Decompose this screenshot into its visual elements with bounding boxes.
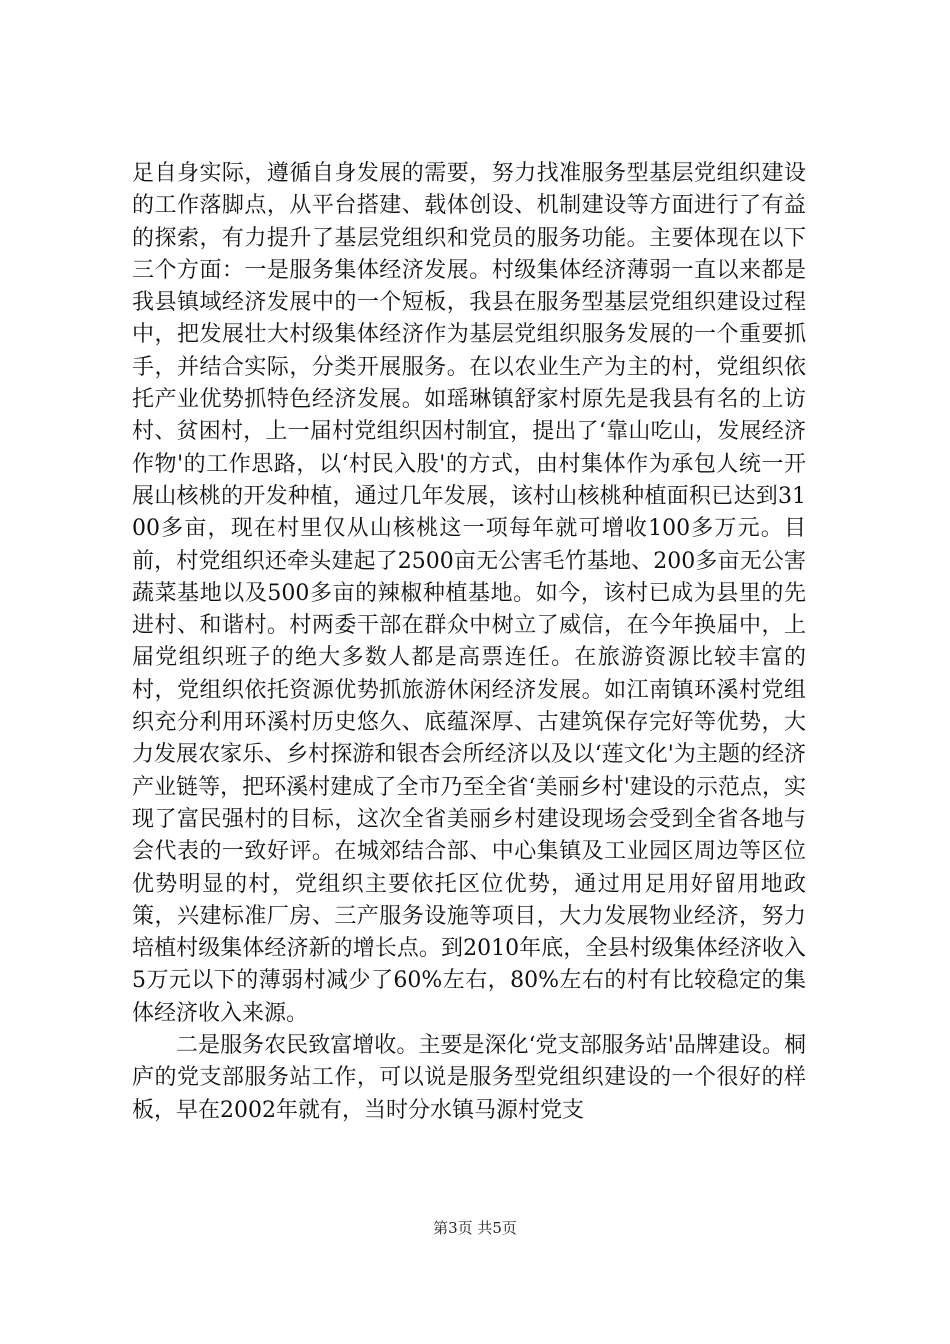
document-body — [132, 158, 806, 1127]
page-footer: 第3页 共5页 — [433, 1219, 517, 1237]
paragraph-1: 足自身实际，遵循自身发展的需要，努力找准服务型基层党组织建设的工作落脚点，从平台搭建、载体创设、机制建设等方面进行了有益的探索，有力提升了基层党组织和党员的服务功能。主要体现在以下三个方面：一是服务集体经济发展。村级集体经济薄弱一直以来都是我县镇域经济发展中的一个短板，我县在服务型基层党组织建设过程中，把发展壮大村级集体经济作为基层党组织服务发展的一个重要抓手，并结合实际，分类开展服务。在以农业生产为主的村，党组织依托产业优势抓特色经济发展。如瑶琳镇舒家村原先是我县有名的上访村、贫困村，上一届村党组织因村制宜，提出了‘靠山吃山，发展经济作物'的工作思路，以‘村民入股'的方式，由村集体作为承包人统一开展山核桃的开发种植，通过几年发展，该村山核桃种植面积已达到3100多亩，现在村里仅从山核桃这一项每年就可增收100多万元。目前，村党组织还牵头建起了2500亩无公害毛竹基地、200多亩无公害蔬菜基地以及500多亩的辣椒种植基地。如今，该村已成为县里的先进村、和谐村。村两委干部在群众中树立了威信，在今年换届中，上届党组织班子的绝大多数人都是高票连任。在旅游资源比较丰富的村，党组织依托资源优势抓旅游休闲经济发展。如江南镇环溪村党组织充分利用环溪村历史悠久、底蕴深厚、古建筑保存完好等优势，大力发展农家乐、乡村探游和银杏会所经济以及以‘莲文化'为主题的经济产业链等，把环溪村建成了全市乃至全省‘美丽乡村'建设的示范点，实现了富民强村的目标，这次全省美丽乡村建设现场会受到全省各地与会代表的一致好评。在城郊结合部、中心集镇及工业园区周边等区位优势明显的村，党组织主要依托区位优势，通过用足用好留用地政策，兴建标准厂房、三产服务设施等项目，大力发展物业经济，努力培植村级集体经济新的增长点。到2010年底，全县村级集体经济收入5万元以下的薄弱村减少了60%左右，80%左右的村有比较稳定的集体经济收入来源。 — [132, 161, 806, 1026]
paragraph-2: 二是服务农民致富增收。主要是深化‘党支部服务站'品牌建设。桐庐的党支部服务站工作，可以说是服务型党组织建设的一个很好的样板，早在2002年就有，当时分水镇马源村党支 — [132, 1033, 806, 1123]
